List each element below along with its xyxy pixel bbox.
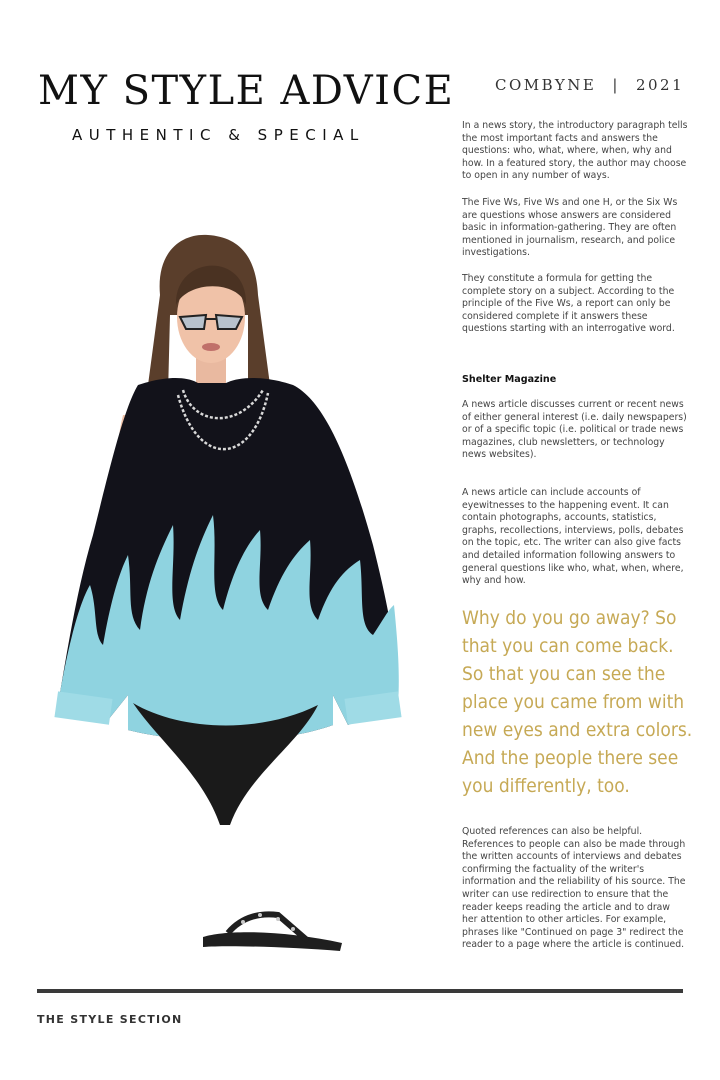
lips xyxy=(202,343,220,351)
pull-quote: Why do you go away? So that you can come back. So that you can see the place you came from with new eyes and extra colors. And the people there see you differently, too. xyxy=(462,607,693,797)
sandal-icon xyxy=(203,913,342,951)
paragraph-five-ws: The Five Ws, Five Ws and one H, or the Six Ws are questions whose answers are considered basic in information-gathering. They are often mentioned in journalism, research, and police investigations. xyxy=(462,197,678,259)
magazine-subtitle: AUTHENTIC & SPECIAL xyxy=(72,126,365,144)
paragraph-references: Quoted references can also be helpful. References to people can also be made through the written accounts of interviews and debates confirming the factuality of the writer's information and the reliability of his source. The writer can use redirection to ensure that the reader keeps reading the article and to draw her attention to other articles. For example, phrases like "Continued on page 3" redirect the reader to a page where the article is continued. xyxy=(462,826,686,951)
brand-line xyxy=(495,76,684,94)
fashion-illustration xyxy=(48,225,418,965)
footer-divider xyxy=(37,989,683,993)
brand-name: COMBYNE xyxy=(495,76,597,94)
paragraph-intro: In a news story, the introductory paragraph tells the most important facts and answers the questions: who, what, where, when, why and how. In a featured story, the author may choose to open in any number of ways. xyxy=(462,120,688,182)
brand-separator: | xyxy=(612,76,620,94)
paragraph-eyewitness: A news article can include accounts of eyewitnesses to the happening event. It can contain photographs, accounts, statistics, graphs, recollections, interviews, polls, debates on the topic, etc. The writer can also give facts and detailed information following answers to general questions like who, what, when, where, why and how. xyxy=(462,487,684,587)
paragraph-news-article: A news article discusses current or recent news of either general interest (i.e. daily newspapers) or of a specific topic (i.e. political or trade news magazines, club newsletters, or technology news websites). xyxy=(462,399,687,461)
section-heading: Shelter Magazine xyxy=(462,374,557,385)
paragraph-formula: They constitute a formula for getting the complete story on a subject. According to the principle of the Five Ws, a report can only be considered complete if it answers these questions starting with an interrogative word. xyxy=(462,273,675,335)
brand-year: 2021 xyxy=(635,76,685,94)
magazine-title: MY STYLE ADVICE xyxy=(38,68,455,114)
footer-section-label: THE STYLE SECTION xyxy=(37,1013,183,1026)
